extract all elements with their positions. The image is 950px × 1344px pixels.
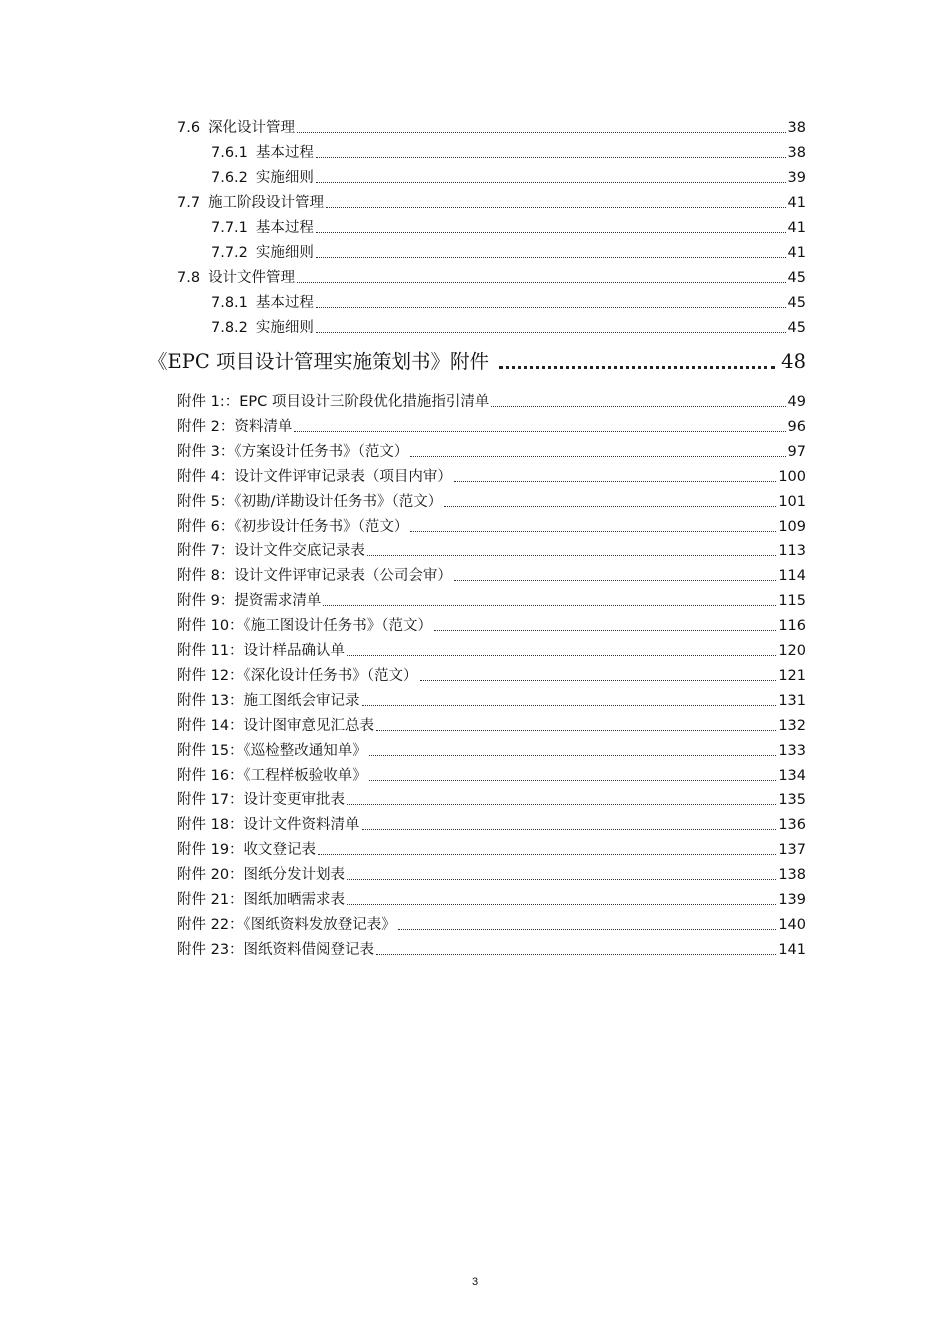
appendix-entry[interactable] [177, 614, 806, 638]
toc-entry-number: 7.6.1 [211, 145, 248, 161]
appendix-entry-page: 49 [787, 394, 806, 410]
toc-leader [362, 704, 777, 706]
appendix-entry[interactable] [177, 689, 806, 713]
toc-entry-page: 41 [787, 220, 806, 236]
appendix-entry-title: 附件 4：设计文件评审记录表（项目内审） [177, 469, 452, 485]
toc-entry-page: 45 [787, 270, 806, 286]
appendix-entry-title: 附件 15：《巡检整改通知单》 [177, 743, 367, 759]
appendix-entry-title: 附件 10：《施工图设计任务书》（范文） [177, 618, 433, 634]
appendix-entry-title: 附件 7：设计文件交底记录表 [177, 543, 365, 559]
appendix-entry-title: 附件 16：《工程样板验收单》 [177, 768, 367, 784]
toc-leader [347, 654, 776, 656]
appendix-entry-page: 138 [778, 867, 806, 883]
toc-leader [316, 156, 786, 158]
toc-leader [316, 181, 786, 183]
toc-entry-page: 38 [787, 120, 806, 136]
toc-entry-number: 7.6 [177, 120, 201, 136]
toc-entry-title: 施工阶段设计管理 [208, 195, 325, 211]
toc-entry-number: 7.8.2 [211, 320, 248, 336]
appendix-entry[interactable] [177, 589, 806, 613]
toc-leader [410, 530, 776, 532]
appendix-entry[interactable] [177, 788, 806, 812]
toc-entry-title: 基本过程 [255, 220, 314, 236]
toc-leader [367, 554, 776, 556]
toc-entry-page: 45 [787, 295, 806, 311]
toc-entry-number: 7.8.1 [211, 295, 248, 311]
appendix-entry-page: 97 [787, 444, 806, 460]
toc-leader [369, 779, 777, 781]
appendix-entry[interactable] [177, 639, 806, 663]
toc-heading-title: 《EPC 项目设计管理实施策划书》附件 [148, 350, 489, 373]
page-number: 3 [471, 1276, 479, 1288]
appendix-entry-page: 116 [778, 618, 806, 634]
toc-leader [347, 803, 776, 805]
appendix-entry-title: 附件 14：设计图审意见汇总表 [177, 718, 375, 734]
toc-entry-number: 7.7.1 [211, 220, 248, 236]
toc-leader [410, 455, 785, 457]
toc-entry[interactable] [211, 141, 806, 165]
appendix-entry[interactable] [177, 515, 806, 539]
appendix-entry[interactable] [177, 913, 806, 937]
appendix-entry-title: 附件 12：《深化设计任务书》（范文） [177, 668, 418, 684]
toc-entry-title: 基本过程 [255, 145, 314, 161]
toc-leader [444, 505, 776, 507]
appendix-entry-title: 附件 19：收文登记表 [177, 842, 317, 858]
toc-entry[interactable] [177, 266, 806, 290]
toc-entry[interactable] [211, 241, 806, 265]
appendix-entry-page: 136 [778, 817, 806, 833]
appendix-entry-title: 附件 13：施工图纸会审记录 [177, 693, 360, 709]
appendix-entry-title: 附件 9：提资需求清单 [177, 593, 322, 609]
toc-entry-number: 7.8 [177, 270, 201, 286]
appendix-entry-title: 附件 11：设计样品确认单 [177, 643, 346, 659]
appendix-entry-page: 100 [778, 469, 806, 485]
appendix-entry[interactable] [177, 415, 806, 439]
appendix-entry-page: 134 [778, 768, 806, 784]
toc-leader [347, 903, 776, 905]
toc-entry-title: 深化设计管理 [208, 120, 296, 136]
appendix-entry[interactable] [177, 440, 806, 464]
appendix-entry-page: 141 [778, 942, 806, 958]
appendix-entry-title: 附件 8：设计文件评审记录表（公司会审） [177, 568, 452, 584]
appendix-entry-page: 96 [787, 419, 806, 435]
appendix-entry[interactable] [177, 465, 806, 489]
toc-heading-appendices[interactable] [148, 345, 806, 379]
toc-entry-page: 41 [787, 195, 806, 211]
toc-entry-title: 实施细则 [255, 170, 314, 186]
appendix-entry-page: 131 [778, 693, 806, 709]
appendix-entry-page: 132 [778, 718, 806, 734]
toc-leader [294, 430, 785, 432]
toc-entry-title: 基本过程 [255, 295, 314, 311]
toc-leader [326, 206, 785, 208]
toc-leader [347, 878, 776, 880]
toc-entry-page: 38 [787, 145, 806, 161]
toc-entry-title: 设计文件管理 [208, 270, 296, 286]
appendix-entry[interactable] [177, 888, 806, 912]
appendix-entry-page: 114 [778, 568, 806, 584]
appendix-entry[interactable] [177, 764, 806, 788]
toc-entry-page: 41 [787, 245, 806, 261]
toc-leader [454, 480, 776, 482]
appendix-entry-title: 附件 1:：EPC 项目设计三阶段优化措施指引清单 [177, 394, 490, 410]
appendix-entry[interactable] [177, 863, 806, 887]
appendix-entry-title: 附件 18：设计文件资料清单 [177, 817, 360, 833]
appendix-entry[interactable] [177, 838, 806, 862]
appendix-entry-page: 135 [778, 792, 806, 808]
toc-entry[interactable] [211, 316, 806, 340]
appendix-entry-page: 115 [778, 593, 806, 609]
appendix-entry-page: 139 [778, 892, 806, 908]
toc-entry-page: 45 [787, 320, 806, 336]
appendix-entry-page: 120 [778, 643, 806, 659]
appendix-entry[interactable] [177, 539, 806, 563]
toc-entry-page: 39 [787, 170, 806, 186]
toc-leader [316, 331, 786, 333]
appendix-entry-title: 附件 21：图纸加晒需求表 [177, 892, 346, 908]
toc-leader [318, 853, 776, 855]
appendix-entry-title: 附件 2：资料清单 [177, 419, 293, 435]
appendix-entry[interactable] [177, 664, 806, 688]
appendix-entry-title: 附件 22：《图纸资料发放登记表》 [177, 917, 396, 933]
toc-leader [297, 131, 785, 133]
appendix-entry[interactable] [177, 938, 806, 962]
appendix-entry-title: 附件 23：图纸资料借阅登记表 [177, 942, 375, 958]
toc-leader [376, 729, 776, 731]
toc-leader [362, 828, 777, 830]
appendix-entry-title: 附件 5：《初勘/详勘设计任务书》（范文） [177, 494, 443, 510]
toc-leader [491, 405, 785, 407]
toc-leader [454, 579, 776, 581]
toc-leader [376, 953, 776, 955]
appendix-entry-page: 121 [778, 668, 806, 684]
appendix-entry-title: 附件 6：《初步设计任务书》（范文） [177, 519, 409, 535]
appendix-entry[interactable] [177, 714, 806, 738]
appendix-entry-page: 137 [778, 842, 806, 858]
appendix-entry-page: 101 [778, 494, 806, 510]
appendix-entry-title: 附件 3：《方案设计任务书》（范文） [177, 444, 409, 460]
appendix-entry-title: 附件 17：设计变更审批表 [177, 792, 346, 808]
appendix-entry-page: 140 [778, 917, 806, 933]
appendix-entry-page: 133 [778, 743, 806, 759]
toc-leader [316, 306, 786, 308]
toc-entry-number: 7.7 [177, 195, 201, 211]
toc-entry-number: 7.6.2 [211, 170, 248, 186]
toc-leader [323, 604, 776, 606]
toc-leader [369, 754, 777, 756]
toc-leader [398, 928, 777, 930]
toc-entry-title: 实施细则 [255, 245, 314, 261]
appendix-entry[interactable] [177, 564, 806, 588]
appendix-entry-page: 109 [778, 519, 806, 535]
toc-leader [297, 281, 785, 283]
toc-leader [499, 365, 775, 369]
appendix-entry[interactable] [177, 490, 806, 514]
toc-leader [316, 256, 786, 258]
appendix-entry-page: 113 [778, 543, 806, 559]
toc-entry[interactable] [177, 116, 806, 140]
toc-entry[interactable] [211, 291, 806, 315]
toc-entry-title: 实施细则 [255, 320, 314, 336]
toc-entry[interactable] [177, 191, 806, 215]
toc-entry[interactable] [211, 166, 806, 190]
appendix-entry[interactable] [177, 390, 806, 414]
appendix-entry[interactable] [177, 813, 806, 837]
appendix-entry[interactable] [177, 739, 806, 763]
toc-leader [316, 231, 786, 233]
appendix-entry-title: 附件 20：图纸分发计划表 [177, 867, 346, 883]
toc-entry[interactable] [211, 216, 806, 240]
toc-leader [420, 679, 777, 681]
toc-entry-number: 7.7.2 [211, 245, 248, 261]
toc-leader [434, 629, 776, 631]
toc-heading-page: 48 [781, 350, 806, 373]
